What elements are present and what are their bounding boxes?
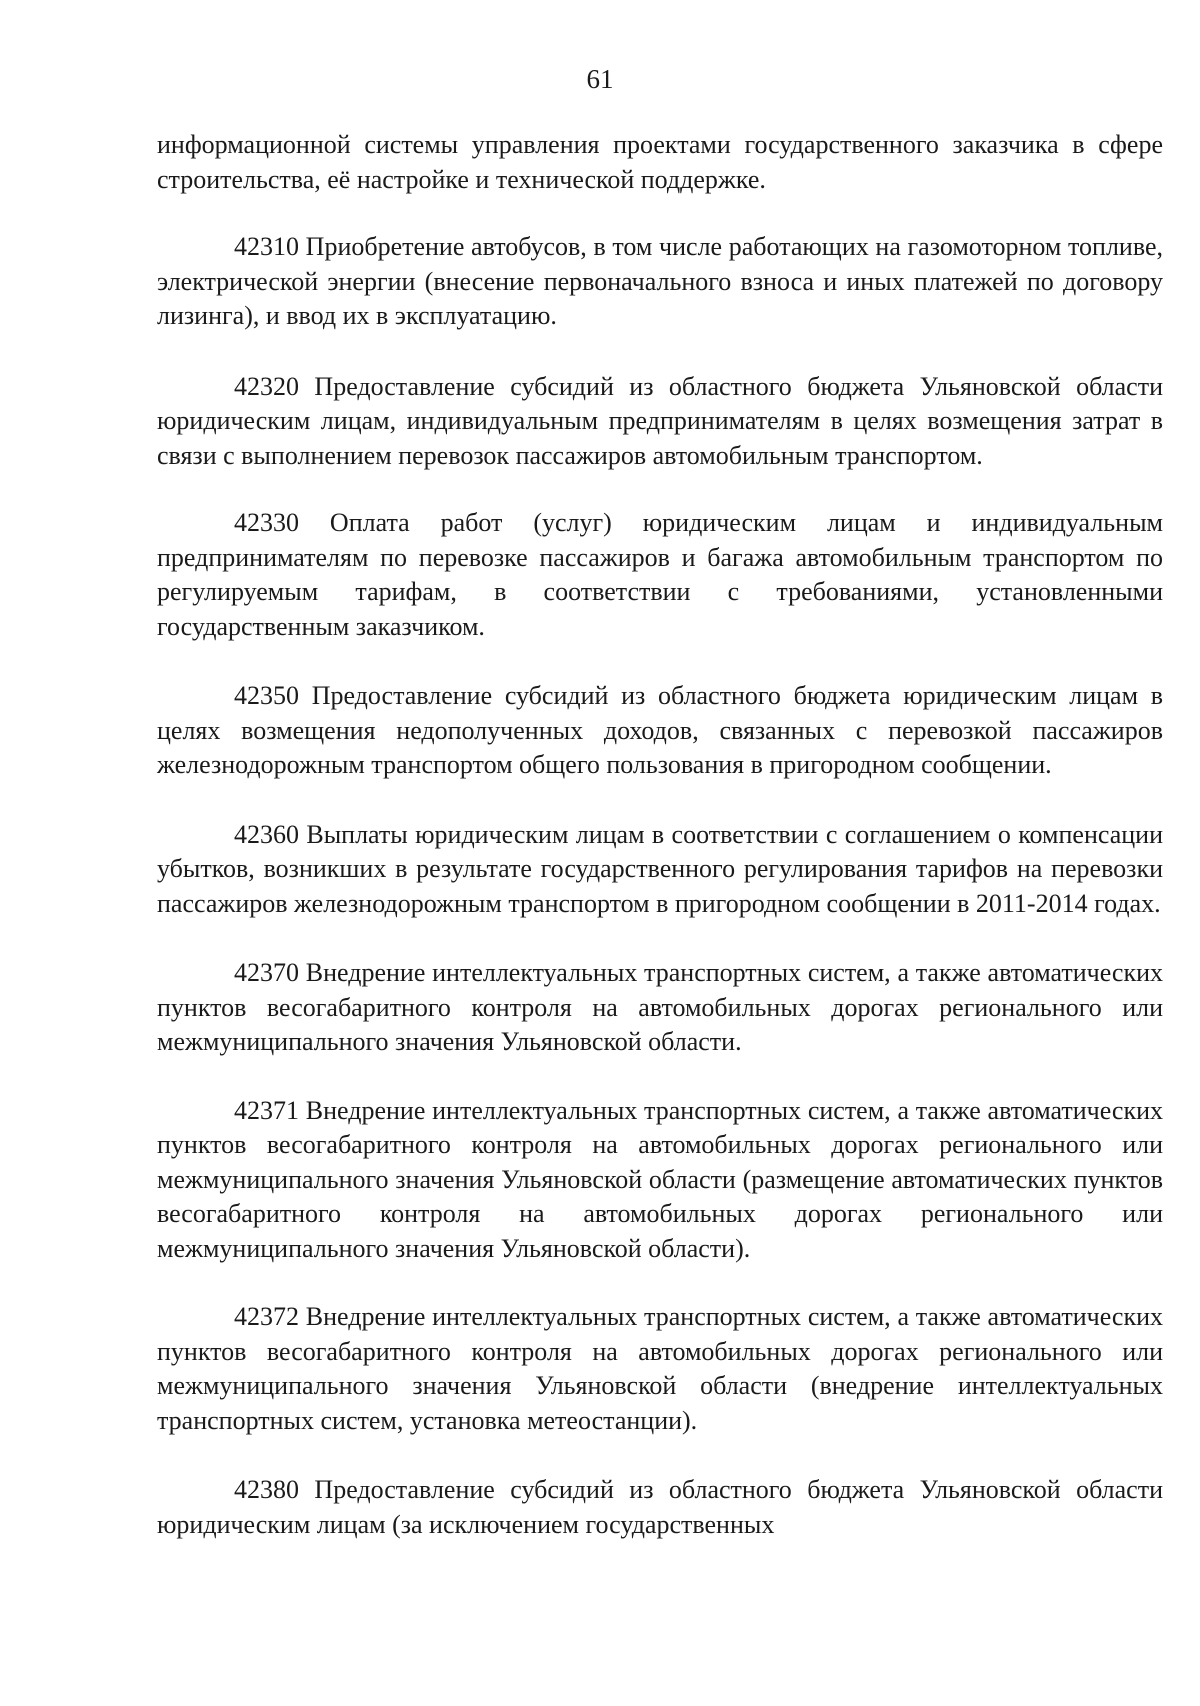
page-number: 61 [586,64,614,94]
paragraph-42330: 42330 Оплата работ (услуг) юридическим лицам и индивидуальным предпринимателям по перевозке пассажиров и багажа автомобильным транспортом по регулируемым тарифам, в соответствии с требованиями, установленными государственным заказчиком. [157,508,1163,641]
paragraph-42370: 42370 Внедрение интеллектуальных транспортных систем, а также автоматических пунктов весогабаритного контроля на автомобильных дорогах регионального или межмуниципального значения Ульяновской области. [157,958,1163,1056]
document-body [157,128,1163,1542]
paragraph-42350: 42350 Предоставление субсидий из областного бюджета юридическим лицам в целях возмещения недополученных доходов, связанных с перевозкой пассажиров железнодорожным транспортом общего пользования в пригородном сообщении. [157,681,1163,779]
paragraph-42372: 42372 Внедрение интеллектуальных транспортных систем, а также автоматических пунктов весогабаритного контроля на автомобильных дорогах регионального или межмуниципального значения Ульяновской области (внедрение интеллектуальных транспортных систем, установка метеостанции). [157,1302,1163,1435]
paragraph-continuation: информационной системы управления проектами государственного заказчика в сфере строительства, её настройке и технической поддержке. [157,130,1163,194]
paragraph-42360: 42360 Выплаты юридическим лицам в соответствии с соглашением о компенсации убытков, возникших в результате государственного регулирования тарифов на перевозки пассажиров железнодорожным транспортом в пригородном сообщении в 2011-2014 годах. [157,819,1163,918]
paragraph-42371: 42371 Внедрение интеллектуальных транспортных систем, а также автоматических пунктов весогабаритного контроля на автомобильных дорогах регионального или межмуниципального значения Ульяновской области (размещение автоматических пунктов весогабаритного контроля на автомобильных дорогах регионального или межмуниципального значения Ульяновской области). [157,1095,1163,1263]
paragraph-42320: 42320 Предоставление субсидий из областного бюджета Ульяновской области юридическим лицам, индивидуальным предпринимателям в целях возмещения затрат в связи с выполнением перевозок пассажиров автомобильным транспортом. [157,371,1163,470]
paragraph-42380: 42380 Предоставление субсидий из областного бюджета Ульяновской области юридическим лицам (за исключением государственных [157,1475,1163,1539]
paragraph-42310: 42310 Приобретение автобусов, в том числе работающих на газомоторном топливе, электрической энергии (внесение первоначального взноса и иных платежей по договору лизинга), и ввод их в эксплуатацию. [157,232,1163,330]
